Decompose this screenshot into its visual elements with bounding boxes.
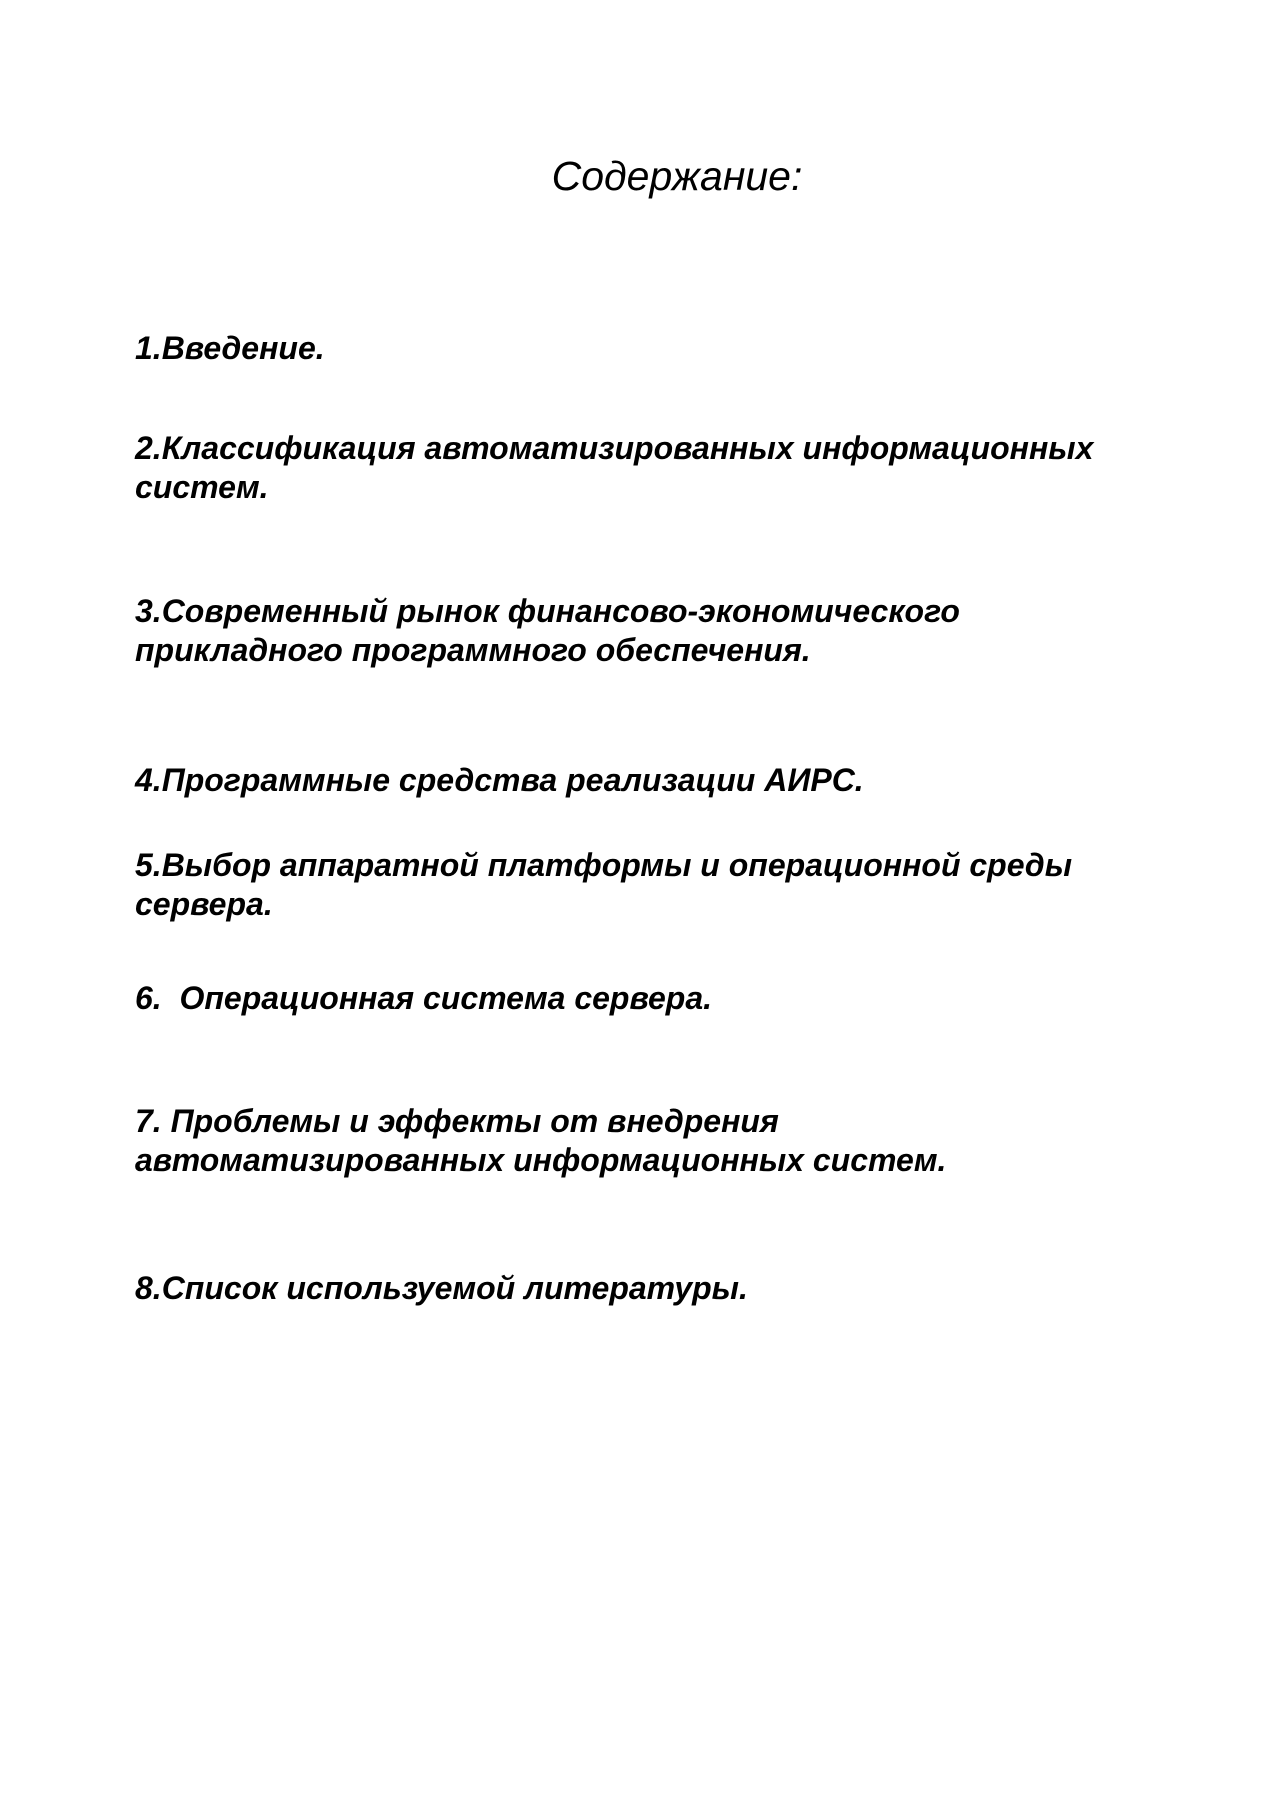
toc-item-references: 8.Список используемой литературы. (135, 1270, 748, 1306)
toc-item-software-market: 3.Современный рынок финансово-экономического прикладного программного обеспечения. (135, 593, 960, 668)
toc-item-hardware-platform: 5.Выбор аппаратной платформы и операционной среды сервера. (135, 847, 1073, 922)
toc-item-server-os: 6. Операционная система сервера. (135, 980, 713, 1016)
toc-item-classification: 2.Классификация автоматизированных информационных систем. (135, 430, 1094, 505)
toc-item-software-tools: 4.Программные средства реализации АИРС. (135, 762, 864, 798)
page-title: Содержание: (551, 153, 803, 199)
toc-item-introduction: 1.Введение. (135, 330, 325, 366)
toc-item-problems-effects: 7. Проблемы и эффекты от внедрения автоматизированных информационных систем. (135, 1103, 947, 1178)
